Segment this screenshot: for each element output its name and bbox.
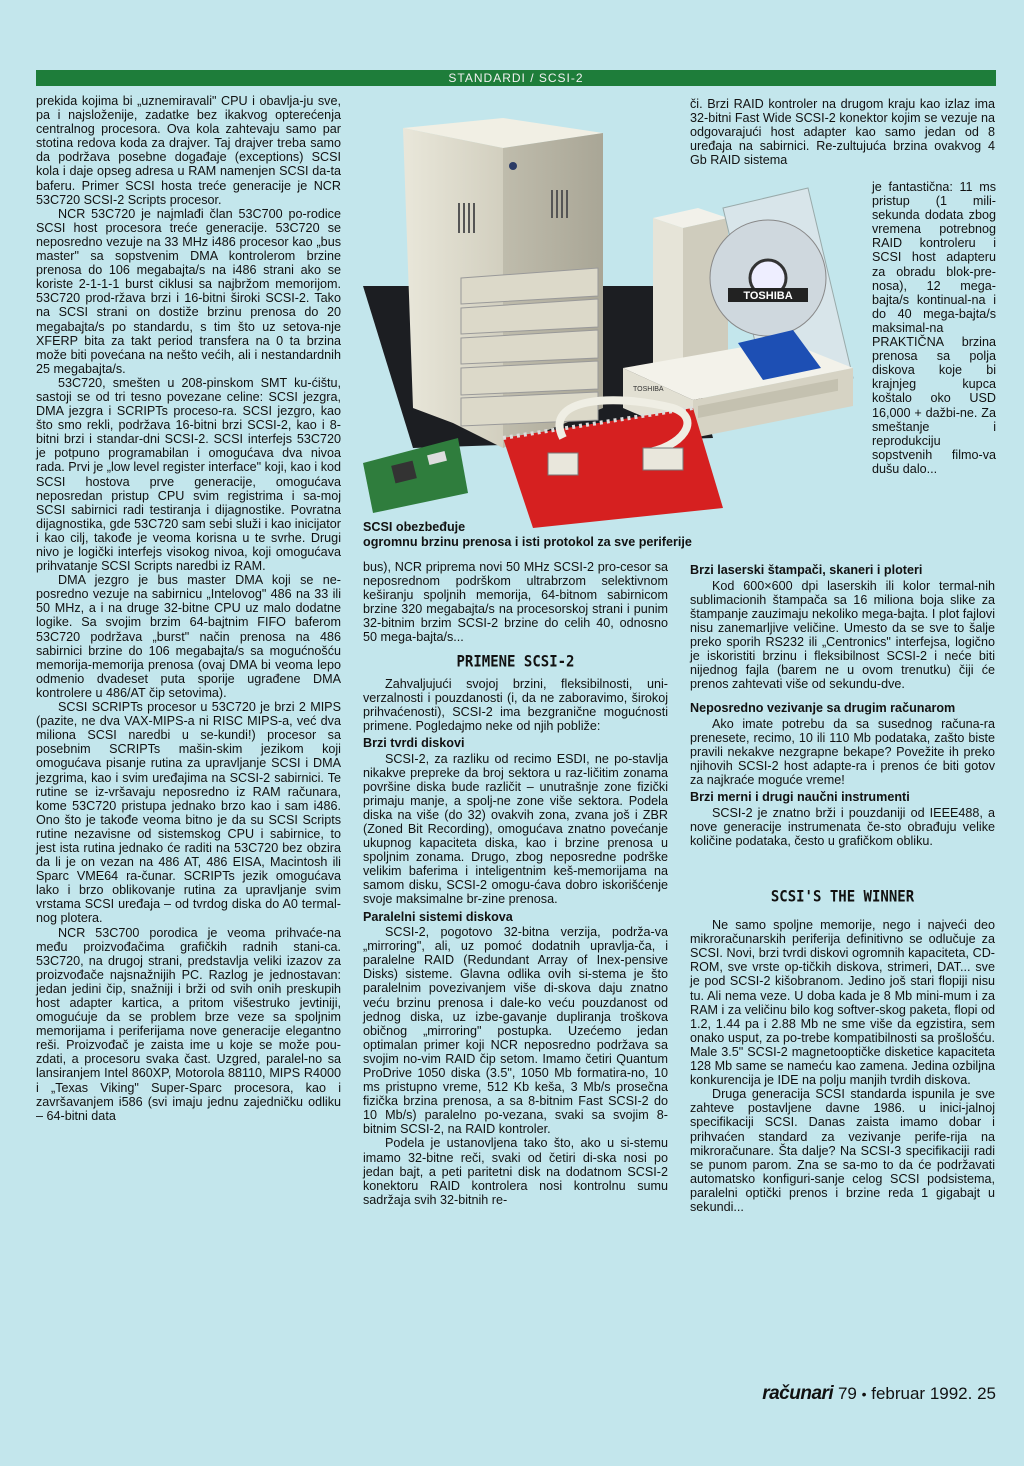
subheading: Brzi laserski štampači, skaneri i ploteri bbox=[690, 563, 923, 577]
paragraph: Ako imate potrebu da sa susednog računa-ra prenesete, recimo, 10 ili 110 Mb podataka, zašto biste pravili nekakve nezgrapne bekape? Povežite ih preko njihovih SCSI-2 host adapte-ra i prenos će biti gotov za najkraće moguće vreme! bbox=[690, 716, 995, 788]
bullet-separator: • bbox=[861, 1386, 867, 1402]
paragraph: Podela je ustanovljena tako što, ako u si-stemu imamo 32-bitne reči, svaki od četiri di-ska nosi po jedan bajt, a peti paritetni disk na dodatnom SCSI-2 konektoru RAID kontrolera nosi kontrolnu sumu sadržaja svih 32-bitnih re- bbox=[363, 1136, 668, 1207]
paragraph: 53C720, smešten u 208-pinskom SMT ku-ćištu, sastoji se od tri tesno povezane celine: SCSI jezgra, DMA jezgra i SCRIPTs proceso-ra. SCSI jezgro, kao što smo rekli, podržava 16-bitni brzi SCSI-2, kao i 8-bitni brzi i standar-dni SCSI-2. SCSI interfejs 53C720 je potpuno programabilan i omogućava dva nivoa rada. Prvi je „low level register interface" koji, kao i kod SCSI hostova prve generacije, omogućava neposredan pristup CPU svim registrima i sa-moj SCSI sabirnici radi testiranja i dijagnostike. Povratna dijagnostika, gde 53C720 sam sebi služi i kao inicijator i kao cilj, takođe je veoma korisna u te svrhe. Drugi nivo je logički interfejs visokog nivoa, koji omogućava prihvatanje SCSI Scripts naredbi iz RAM. bbox=[36, 375, 341, 574]
column-middle bbox=[363, 560, 668, 1207]
section-title: STANDARDI / SCSI-2 bbox=[448, 71, 584, 85]
caption-line: ogromnu brzinu prenosa i isti protokol za sve periferije bbox=[363, 534, 692, 549]
paragraph: SCSI SCRIPTs procesor u 53C720 je brzi 2 MIPS (pazite, ne dva VAX-MIPS-a ni RISC MIPS-a, već dva miliona SCSI naredbi u se-kundi!) procesor sa posebnim SCRIPTs mašin-skim jezikom koji omogućava pisanje rutina za upravljanje SCSI i DMA jezgrima, kao i svim uređajima na SCSI-2 sabirnici. Te rutine se iz-vršavaju neposredno iz RAM računara, kome 53C720 pristupa jednako brzo kao i sam i486. Ono što je takođe veoma bitno je da su SCSI Scripts rutine nezavisne od sistemskog CPU i sabirnice, to jest ista rutina jednako će raditi na 53C720 bez obzira da li je on vezan na 486 AT, 486 EISA, Macintosh ili Sparc VME64 ra-čunar. SCRIPTs jezik omogućava lako i brzo oblikovanje rutina za upravljanje svim vrstama SCSI uređaja – od tvrdog diska do A0 termal-nog plotera. bbox=[36, 700, 341, 926]
desktop-drive-brand: TOSHIBA bbox=[633, 386, 664, 393]
photo-scsi-hardware bbox=[353, 108, 873, 528]
issue-date-page: februar 1992. 25 bbox=[871, 1384, 996, 1403]
cable-connector-left bbox=[548, 453, 578, 475]
cd-label-text: TOSHIBA bbox=[743, 290, 793, 302]
magazine-name: računari bbox=[762, 1383, 834, 1404]
paragraph: prekida kojima bi „uznemiravali" CPU i obavlja-ju sve, pa i najsloženije, zadatke bez ikakvog opterećenja centralnog procesora. Ova kola zahtevaju samo par stotina redova koda za drajver. Taj drajver treba samo da podržava posebne događaje (exceptions) SCSI kola i daje opseg adresa u RAM namenjen SCSI da-ta baferu. Primer SCSI hosta treće generacije je NCR 53C720 SCSI-2 Scripts procesor. bbox=[36, 94, 341, 207]
column-right-top bbox=[690, 97, 995, 167]
section-header-bar bbox=[36, 70, 996, 86]
column-right-narrow bbox=[872, 180, 996, 476]
subheading: Brzi tvrdi diskovi bbox=[363, 736, 465, 751]
page-footer bbox=[700, 1384, 996, 1404]
external-drive-front bbox=[653, 218, 683, 378]
section-heading: PRIMENE SCSI-2 bbox=[456, 652, 575, 671]
paragraph: NCR 53C700 porodica je veoma prihvaće-na među proizvođačima grafičkih radnih stani-ca. 53C720, na drugoj strani, predstavlja veliki izazov za proizvođače najsnažnijih PC. Razlog je jednostavan: jedan jedini čip, snažniji i brži od svih onih preskupih host adapter kartica, a pritom višestruko jevtiniji, omogućuje da se problem brze veze sa spoljnim memorijama i periferijama nove generacije elegantno reši. Proizvođač je zaista ime u koje se može pou-zdati, a procesoru svaka čast. Uzgred, paralel-no sa lansiranjem Intel 860XP, Motorola 88110, MIPS R4000 i „Texas Viking" Super-Sparc procesora, kao i završavanjem i586 (svi imaju jednu zajedničku odliku – 64-bitni data bbox=[36, 925, 341, 1123]
paragraph: je fantastična: 11 ms pristup (1 mili-sekunda dodata zbog vremena potrebnog RAID kontroleru i SCSI host adapteru za obradu blok-pre-nosa), 12 mega-bajta/s kontinual-na i do 40 mega-bajta/s maksimal-na PRAKTIČNA brzina prenosa sa polja diskova koje bi krajnjeg kupca koštalo oko USD 16,000 + dažbi-ne. Za smeštanje i reprodukciju sopstvenih filmo-va dušu dalo... bbox=[872, 180, 996, 476]
paragraph: Druga generacija SCSI standarda ispunila je sve zahteve postavljene davne 1986. u inici-jalnoj specifikaciji SCSI. Danas zaista imamo dobar i prihvaćen standard za vezivanje perife-rija na mikroračunare. Šta dalje? Na SCSI-3 specifikaciji radi se punom parom. Zna se sa-mo to da će podržavati automatsko konfiguri-sanje celog SCSI podsistema, paralelni optički prenos i brzine reda 1 gigabajt u sekundi... bbox=[690, 1087, 995, 1214]
paragraph: DMA jezgro je bus master DMA koji se ne-posredno vezuje na sabirnicu „Intelovog" 486 na 33 ili 50 MHz, a i na druge 32-bitne CPU uz malo dodatne logike. Sa svojim brzim 64-bajtnim FIFO baferom 53C720 podržava „burst" način prenosa na 486 sabirnici brzine do 106 megabajta/s sa mogućnošću memorija-memorija prenosa (ovaj DMA bi veoma lepo odmenio dvadeset puta sporije ugrađene DMA kontrolere u 486/AT čip setovima). bbox=[36, 573, 341, 700]
photo-caption bbox=[363, 520, 783, 549]
subheading: Brzi merni i drugi naučni instrumenti bbox=[690, 790, 910, 805]
subheading: Paralelni sistemi diskova bbox=[363, 909, 513, 924]
issue-number: 79 bbox=[837, 1384, 857, 1403]
paragraph: Ne samo spoljne memorije, nego i najveći deo mikroračunarskih periferija definitivno se odlučuje za SCSI. Novi, brzi tvrdi diskovi ogromnih kapaciteta, CD-ROM, sve vrste op-tičkih diskova, strimeri, DAT... sve je pod SCSI-2 kišobranom. Jedino još stari flopiji nisu tu. Ali nema veze. U doba kada je 8 Mb mini-mum i za RAM i za veličinu bilo kog softver-skog paketa, flopi od 1.2, 1.44 pa i 2.88 Mb ne sme više da egzistira, sem onako usput, za po-trebe kompatibilnosti sa prošlošću. Male 3.5" SCSI-2 magnetooptičke disketice kapaciteta 128 Mb same se nameću kao zamena. Jedina ozbiljna konkurencija je IDE na polju manjih tvrdih diskova. bbox=[690, 918, 995, 1088]
photo-illustration bbox=[353, 108, 873, 528]
tower-led bbox=[509, 162, 517, 170]
paragraph: SCSI-2, za razliku od recimo ESDI, ne po-stavlja nikakve prepreke da broj sektora u raz-ličitim zonama površine diska bude različit – unutrašnje zone fizički primaju manje, a spolj-ne zone više sektora. Podela diska na više (do 32) ovakvih zona, zvana još i ZBR (Zoned Bit Recording), omogućava znatno povećanje ukupnog kapaciteta diska, kao i brzine prenosa u spoljnim zonama. Drugo, zbog neposredne podrške velikim baferima i inteligentnim keš-memorijama na samom disku, SCSI-2 omogu-ćava dobro iskorišćenje svoje maksimalne br-zine prenosa. bbox=[363, 751, 668, 907]
cable-connector-right bbox=[643, 448, 683, 470]
column-right bbox=[690, 563, 995, 1214]
subheading: Neposredno vezivanje sa drugim računarom bbox=[690, 701, 956, 716]
paragraph: Zahvaljujući svojoj brzini, fleksibilnosti, uni-verzalnosti i pouzdanosti (i, da ne zaboravimo, širokoj prihvaćenosti), SCSI-2 ima bezgranične mogućnosti primene. Pogledajmo neke od njih pobliže: bbox=[363, 676, 668, 733]
paragraph: NCR 53C720 je najmlađi član 53C700 po-rodice SCSI host procesora treće generacije. 53C720 se neposredno vezuje na 33 MHz i486 procesor kao „bus master" sa sopstvenim DMA kontrolerom brzine prenosa do 106 megabajta/s na i486 strani ako se koriste 2-1-1-1 burst ciklusi sa najbržom memorijom. 53C720 prod-ržava brzi i 16-bitni široki SCSI-2. Tako na SCSI strani on dostiže brzinu prenosa do 20 megabajta/s po standardu, s tim što uz setova-nje XFERP bita za takt period transfera na 0 ta brzina može biti povećana na nešto većih, ali i nestandardnih 25 megabajta/s. bbox=[36, 206, 341, 376]
section-heading: SCSI'S THE WINNER bbox=[770, 887, 915, 907]
caption-line: SCSI obezbeđuje bbox=[363, 520, 466, 534]
paragraph: SCSI-2 je znatno brži i pouzdaniji od IEEE488, a nove generacije instrumenata če-sto obrađuju velike količine podataka, često u grafičkom obliku. bbox=[690, 805, 995, 848]
paragraph: či. Brzi RAID kontroler na drugom kraju kao izlaz ima 32-bitni Fast Wide SCSI-2 konektor kojim se vezuje na odgovarajući host adapter kao samo jedan od 8 uređaja na sabirnici. Re-zultujuća brzina ovakvog 4 Gb RAID sistema bbox=[690, 97, 995, 168]
paragraph: bus), NCR priprema novi 50 MHz SCSI-2 pro-cesor sa neposrednom podrškom ultrabrzom selektivnom keširanju spoljnih memorija, 64-bitnom sabirnicom brzine 320 megabajta/s na procesorskoj strani i punim 32-bitnim brzim SCSI-2 brzine do celih 40, odnosno 50 mega-bajta/s... bbox=[363, 560, 668, 645]
column-left bbox=[36, 94, 341, 1123]
paragraph: Kod 600×600 dpi laserskih ili kolor termal-nih sublimacionih štampača sa 16 miliona boja slike za štampanje zauzimaju nekoliko mega-bajta. I plot fajlovi nisu zanemarljive veličine. Umesto da se sve to šalje preko sporih RS232 ili „Centronics" interfejsa, logično je iskoristiti brzinu i fleksibilnost SCSI-2 i neće biti nijednog fajla (barem ne u ovom trenutku) čiji će prenos zahtevati više od sekundu-dve. bbox=[690, 578, 995, 692]
paragraph: SCSI-2, pogotovo 32-bitna verzija, podrža-va „mirroring", ali, uz pomoć dodatnih upravlja-ča, i paralelne RAID (Redundant Array of Inex-pensive Disks) sisteme. Glavna odlika ovih si-stema je što paralelnim povezivanjem više di-skova daju znatno veću brzinu prenosa i dale-ko veću pouzdanost od jednog diska, uz izbe-gavanje dupliranja troškova običnog „mirroring" postupka. Uzećemo jedan optimalan primer koji NCR neposredno podržava sa svojim no-vim RAID čip setom. Imamo četiri Quantum ProDrive 1050 diska (3.5", 1050 Mb formatira-no, 10 ms pristupno vreme, 512 Kb keša, 3 Mb/s prosečna fizička brzina prenosa, a sa 8-bitnim Fast SCSI-2 do 10 Mb/s) paralelno po-vezana, svaki sa svojim 8-bitnim SCSI-2, na RAID kontroler. bbox=[363, 925, 668, 1137]
